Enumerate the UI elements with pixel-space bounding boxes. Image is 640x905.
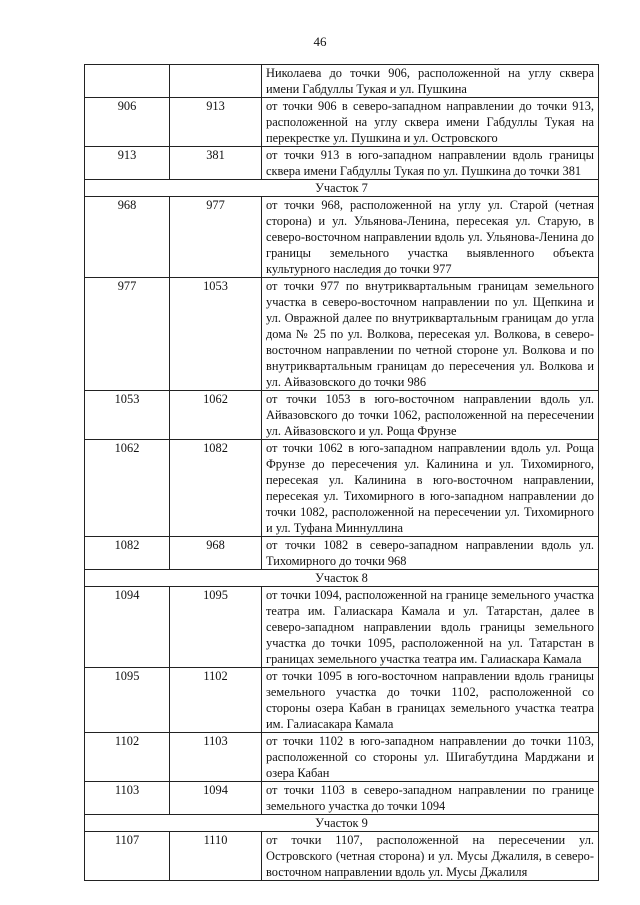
to-point-cell: 1082 xyxy=(170,440,262,537)
to-point-cell: 1103 xyxy=(170,733,262,782)
table-row xyxy=(85,440,599,537)
from-point-cell: 1095 xyxy=(85,668,170,733)
section-title: Участок 9 xyxy=(85,815,599,832)
boundary-description-cell: от точки 1103 в северо-западном направлении по границе земельного участка до точки 1094 xyxy=(262,782,599,815)
to-point-cell: 1110 xyxy=(170,832,262,881)
table-row xyxy=(85,587,599,668)
to-point-cell: 1062 xyxy=(170,391,262,440)
to-point-cell: 381 xyxy=(170,147,262,180)
to-point-cell: 1094 xyxy=(170,782,262,815)
from-point-cell xyxy=(85,65,170,98)
boundary-description-cell: от точки 1062 в юго-западном направлении вдоль ул. Роща Фрунзе до пересечения ул. Калинина и ул. Тихомирного, пересекая ул. Калинина в юго-восточном направлении, пересекая ул. Тихомирного в юго-западном направлении до точки 1082, расположенной на пересечении ул. Тихомирного и ул. Туфана Миннуллина xyxy=(262,440,599,537)
boundary-description-cell: от точки 1107, расположенной на пересечении ул. Островского (четная сторона) и ул. Мусы Джалиля, в северо-восточном направлении вдоль ул. Мусы Джалиля xyxy=(262,832,599,881)
table-row xyxy=(85,537,599,570)
boundary-description-cell: от точки 913 в юго-западном направлении вдоль границы сквера имени Габдуллы Тукая по ул. Пушкина до точки 381 xyxy=(262,147,599,180)
from-point-cell: 1107 xyxy=(85,832,170,881)
boundary-description-cell: от точки 1094, расположенной на границе земельного участка театра им. Галиаскара Камала и ул. Татарстан, далее в северо-западном направлении вдоль границы земельного участка до точки 1095, расположенной на ул. Татарстан в границах земельного участка театра им. Галиаскара Камала xyxy=(262,587,599,668)
page-number: 46 xyxy=(313,34,327,49)
table-row xyxy=(85,668,599,733)
from-point-cell: 1082 xyxy=(85,537,170,570)
to-point-cell: 977 xyxy=(170,197,262,278)
to-point-cell: 913 xyxy=(170,98,262,147)
table-row xyxy=(85,782,599,815)
table-row xyxy=(85,98,599,147)
to-point-cell xyxy=(170,65,262,98)
boundary-table xyxy=(84,64,599,881)
boundary-description-cell: от точки 1082 в северо-западном направлении вдоль ул. Тихомирного до точки 968 xyxy=(262,537,599,570)
table-row xyxy=(85,733,599,782)
from-point-cell: 1094 xyxy=(85,587,170,668)
from-point-cell: 1053 xyxy=(85,391,170,440)
boundary-description-cell: от точки 977 по внутриквартальным границам земельного участка в северо-восточном направлении по ул. Щепкина и ул. Овражной далее по внутриквартальным границам до угла дома № 25 по ул. Волкова, пересекая ул. Волкова, в северо-восточном направлении по четной стороне ул. Волкова и по внутриквартальным границам до пересечения ул. Волкова и ул. Айвазовского до точки 986 xyxy=(262,278,599,391)
table-row xyxy=(85,391,599,440)
boundary-description-cell: от точки 968, расположенной на углу ул. Старой (четная сторона) и ул. Ульянова-Ленина, пересекая ул. Старую, в северо-восточном направлении вдоль ул. Ульянова-Ленина до границы земельного участка выявленного объекта культурного наследия до точки 977 xyxy=(262,197,599,278)
to-point-cell: 1095 xyxy=(170,587,262,668)
table-row xyxy=(85,278,599,391)
table-row xyxy=(85,147,599,180)
section-title: Участок 7 xyxy=(85,180,599,197)
from-point-cell: 968 xyxy=(85,197,170,278)
table-row xyxy=(85,832,599,881)
section-title: Участок 8 xyxy=(85,570,599,587)
table-row xyxy=(85,197,599,278)
boundary-description-cell: от точки 1102 в юго-западном направлении до точки 1103, расположенной со стороны ул. Шигабутдина Марджани и озера Кабан xyxy=(262,733,599,782)
section-header-row xyxy=(85,180,599,197)
from-point-cell: 1102 xyxy=(85,733,170,782)
to-point-cell: 1053 xyxy=(170,278,262,391)
from-point-cell: 1062 xyxy=(85,440,170,537)
to-point-cell: 968 xyxy=(170,537,262,570)
boundary-description-cell: от точки 906 в северо-западном направлении до точки 913, расположенной на углу сквера имени Габдуллы Тукая на перекрестке ул. Пушкина и ул. Островского xyxy=(262,98,599,147)
section-header-row xyxy=(85,815,599,832)
from-point-cell: 1103 xyxy=(85,782,170,815)
boundary-description-cell: от точки 1053 в юго-восточном направлении вдоль ул. Айвазовского до точки 1062, расположенной на пересечении ул. Айвазовского и ул. Роща Фрунзе xyxy=(262,391,599,440)
table-row xyxy=(85,65,599,98)
boundary-description-cell: Николаева до точки 906, расположенной на углу сквера имени Габдуллы Тукая и ул. Пушкина xyxy=(262,65,599,98)
section-header-row xyxy=(85,570,599,587)
from-point-cell: 913 xyxy=(85,147,170,180)
from-point-cell: 977 xyxy=(85,278,170,391)
from-point-cell: 906 xyxy=(85,98,170,147)
boundary-description-cell: от точки 1095 в юго-восточном направлении вдоль границы земельного участка до точки 1102, расположенной со стороны озера Кабан в границах земельного участка театра им. Галиасакара Камала xyxy=(262,668,599,733)
to-point-cell: 1102 xyxy=(170,668,262,733)
